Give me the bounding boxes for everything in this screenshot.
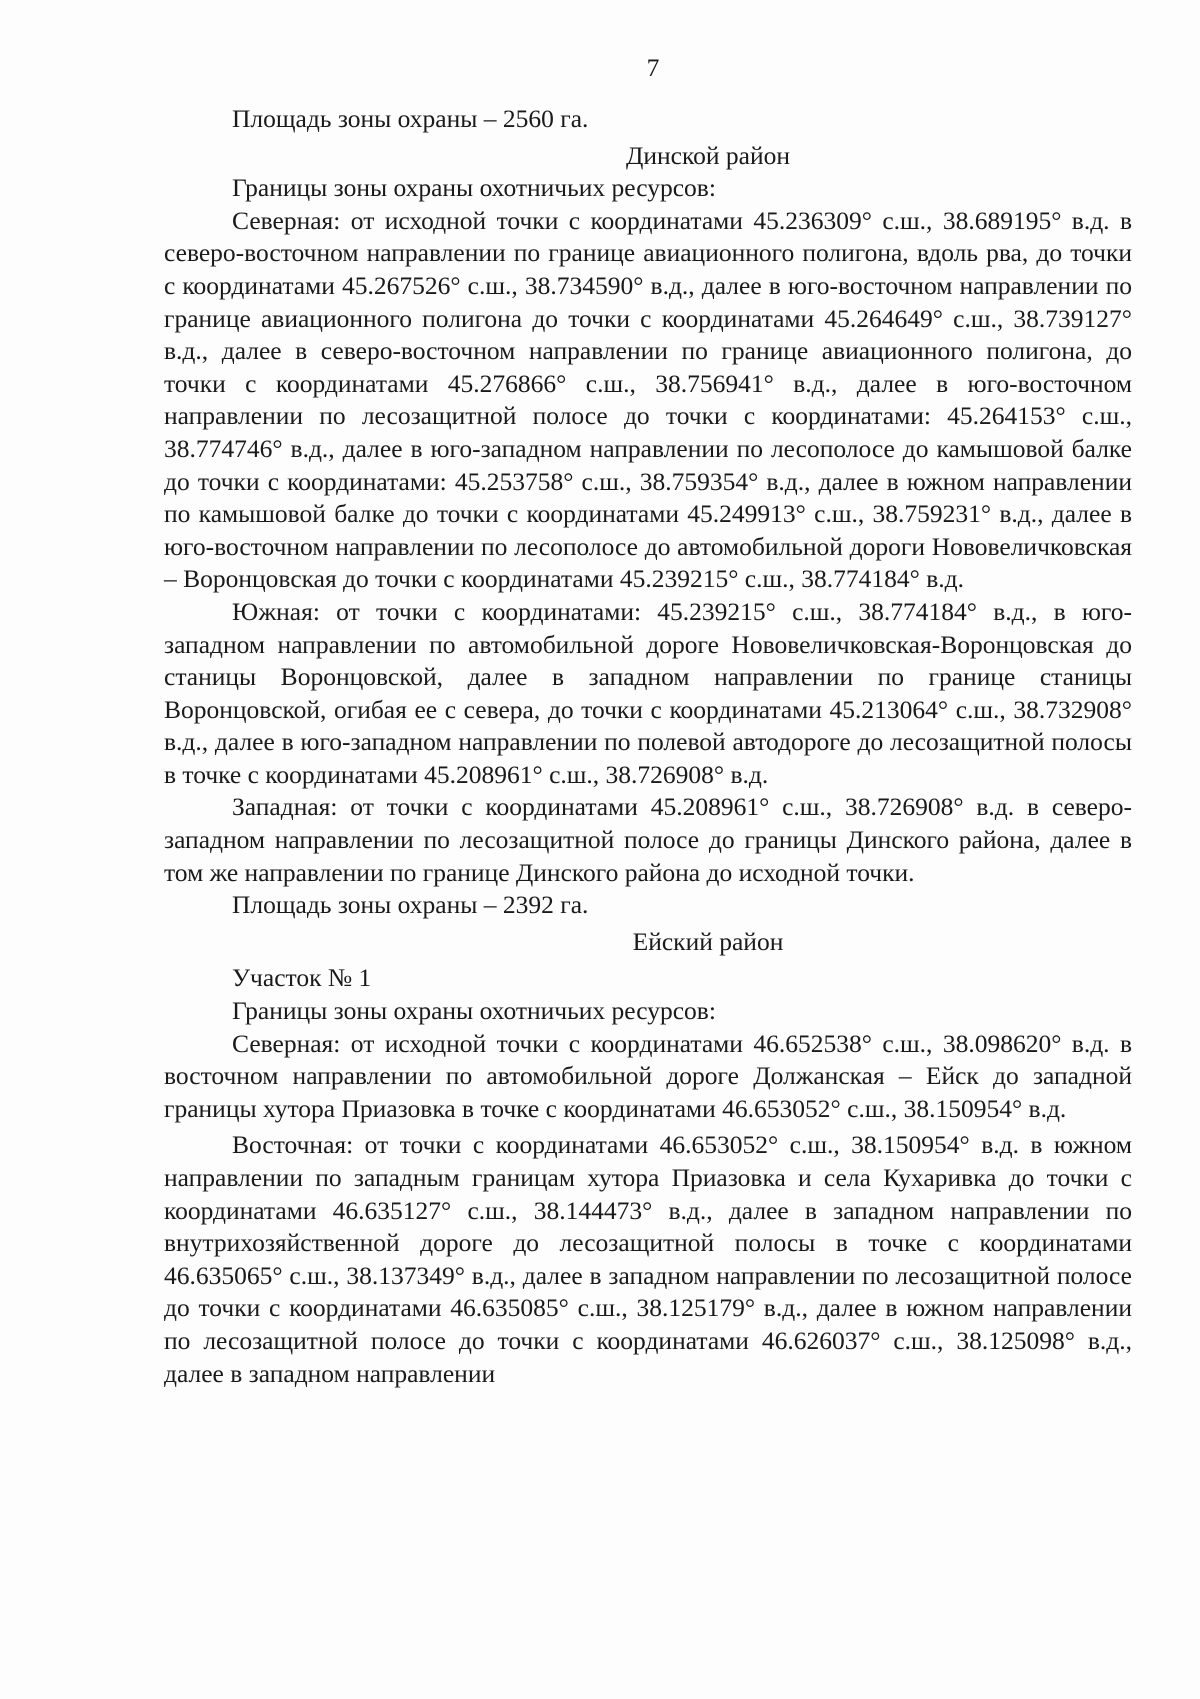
paragraph-area-2392: Площадь зоны охраны – 2392 га.	[232, 890, 589, 920]
paragraph-plot-1: Участок № 1	[232, 963, 372, 993]
paragraph-north-boundary-2: Северная: от исходной точки с координатами 46.652538° с.ш., 38.098620° в.д. в восточном направлении по автомобильной дороге Должанская – Ейск до западной границы хутора Приазовка в точке с координатами 46.653052° с.ш., 38.150954° в.д.	[164, 1028, 1132, 1123]
document-body	[164, 103, 1132, 1390]
paragraph-east-boundary: Восточная: от точки с координатами 46.653052° с.ш., 38.150954° в.д. в южном направлении по западным границам хутора Приазовка и села Кухаривка до точки с координатами 46.635127° с.ш., 38.144473° в.д., далее в западном направлении по внутрихозяйственной дороге до лесозащитной полосы в точке с координатами 46.635065° с.ш., 38.137349° в.д., далее в западном направлении по лесозащитной полосе до точки с координатами 46.635085° с.ш., 38.125179° в.д., далее в южном направлении по лесозащитной полосе до точки с координатами 46.626037° с.ш., 38.125098° в.д., далее в западном направлении	[164, 1130, 1132, 1388]
paragraph-north-boundary: Северная: от исходной точки с координатами 45.236309° с.ш., 38.689195° в.д. в северо-восточном направлении по границе авиационного полигона, вдоль рва, до точки с координатами 45.267526° с.ш., 38.734590° в.д., далее в юго-восточном направлении по границе авиационного полигона до точки с координатами 45.264649° с.ш., 38.739127° в.д., далее в северо-восточном направлении по границе авиационного полигона, до точки с координатами 45.276866° с.ш., 38.756941° в.д., далее в юго-восточном направлении по лесозащитной полосе до точки с координатами: 45.264153° с.ш., 38.774746° в.д., далее в юго-западном направлении по лесополосе до камышовой балке до точки с координатами: 45.253758° с.ш., 38.759354° в.д., далее в южном направлении по камышовой балке до точки с координатами 45.249913° с.ш., 38.759231° в.д., далее в юго-восточном направлении по лесополосе до автомобильной дороги Нововеличковская – Воронцовская до точки с координатами 45.239215° с.ш., 38.774184° в.д.	[164, 205, 1132, 594]
paragraph-area-2560: Площадь зоны охраны – 2560 га.	[232, 104, 589, 133]
page-number: 7	[646, 53, 660, 82]
heading-yeysk-district: Ейский район	[632, 926, 784, 956]
paragraph-boundaries-title-2: Границы зоны охраны охотничьих ресурсов:	[232, 996, 716, 1026]
paragraph-boundaries-title: Границы зоны охраны охотничьих ресурсов:	[232, 173, 716, 203]
paragraph-south-boundary: Южная: от точки с координатами: 45.239215° с.ш., 38.774184° в.д., в юго-западном направлении по автомобильной дороге Нововеличковская-Воронцовская до станицы Воронцовской, далее в западном направлении по границе станицы Воронцовской, огибая ее с севера, до точки с координатами 45.213064° с.ш., 38.732908° в.д., далее в юго-западном направлении по полевой автодороге до лесозащитной полосы в точке с координатами 45.208961° с.ш., 38.726908° в.д.	[164, 596, 1132, 789]
heading-dinskoy-district: Динской район	[626, 140, 790, 170]
paragraph-west-boundary: Западная: от точки с координатами 45.208961° с.ш., 38.726908° в.д. в северо-западном направлении по лесозащитной полосе до границы Динского района, далее в том же направлении по границе Динского района до исходной точки.	[164, 792, 1132, 887]
